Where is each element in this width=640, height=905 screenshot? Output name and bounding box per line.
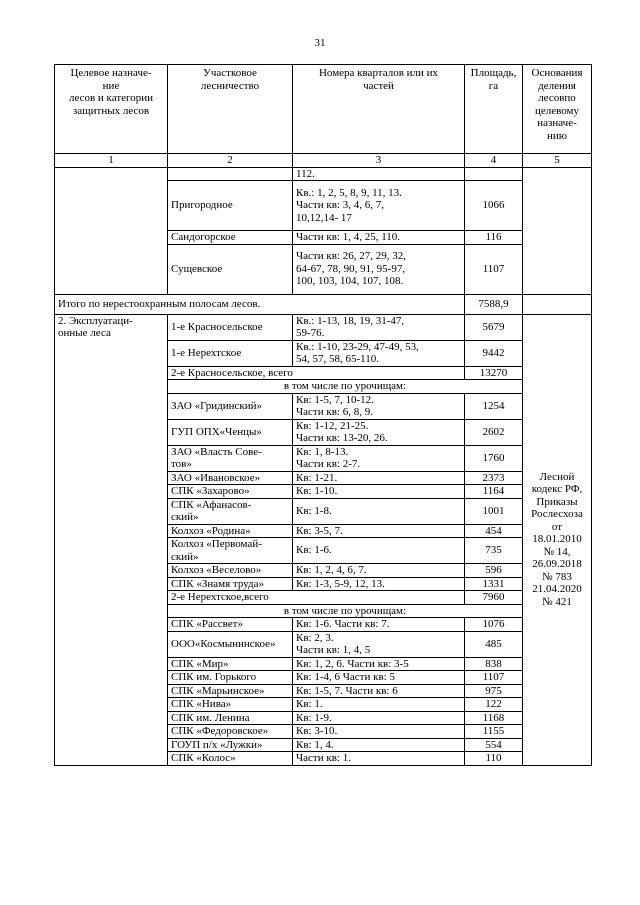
forest-table <box>54 64 592 766</box>
header-cell: Целевое назначе- ние лесов и категории защитных лесов <box>55 65 168 154</box>
subheader-label: в том числе по урочищам: <box>168 604 523 618</box>
area-cell: 1066 <box>465 181 523 231</box>
area-cell: 838 <box>465 657 523 671</box>
district-cell: ГОУП п/х «Лужки» <box>168 738 293 752</box>
district-cell: Пригородное <box>168 181 293 231</box>
header-cell: Участковое лесничество <box>168 65 293 154</box>
column-number: 2 <box>168 154 293 168</box>
kvartaly-cell: Кв: 2, 3. Части кв: 1, 4, 5 <box>293 631 465 657</box>
district-cell: СПК «Захарово» <box>168 485 293 499</box>
kvartaly-cell: Кв: 1, 8-13. Части кв: 2-7. <box>293 445 465 471</box>
district-cell: ГУП ОПХ«Ченцы» <box>168 419 293 445</box>
kvartaly-cell: Кв: 1-4, 6 Части кв: 5 <box>293 671 465 685</box>
area-cell: 5679 <box>465 314 523 340</box>
area-cell: 975 <box>465 684 523 698</box>
kvartaly-cell: Кв: 1, 2, 6. Части кв: 3-5 <box>293 657 465 671</box>
area-cell <box>465 167 523 181</box>
area-cell: 110 <box>465 752 523 766</box>
district-cell: СПК «Рассвет» <box>168 618 293 632</box>
total-label: Итого по нерестоохранным полосам лесов. <box>55 294 465 314</box>
district-cell: СПК «Нива» <box>168 698 293 712</box>
basis-cell: Лесной кодекс РФ, Приказы Рослесхоза от 18.01.2010 № 14, 26.09.2018 № 783 21.04.2020 № 421 <box>523 314 592 765</box>
area-cell: 2373 <box>465 471 523 485</box>
area-cell: 1076 <box>465 618 523 632</box>
district-cell <box>168 167 293 181</box>
header-row <box>55 65 592 154</box>
kvartaly-cell: Кв: 1, 4. <box>293 738 465 752</box>
kvartaly-cell: Части кв: 1. <box>293 752 465 766</box>
kvartaly-cell: Кв: 1-10. <box>293 485 465 499</box>
kvartaly-cell: Кв: 1-6. Части кв: 7. <box>293 618 465 632</box>
area-cell: 1760 <box>465 445 523 471</box>
kvartaly-cell: Кв: 1, 2, 4, 6, 7. <box>293 564 465 578</box>
district-cell: СПК «Мир» <box>168 657 293 671</box>
area-cell: 1107 <box>465 671 523 685</box>
kvartaly-cell: Кв: 1-12, 21-25. Части кв: 13-20, 26. <box>293 419 465 445</box>
area-cell: 1107 <box>465 244 523 294</box>
district-cell: 1-е Нерехтское <box>168 340 293 366</box>
area-cell: 122 <box>465 698 523 712</box>
area-cell: 1254 <box>465 393 523 419</box>
district-cell: СПК «Афанасов- ский» <box>168 498 293 524</box>
district-cell: СПК «Федоровское» <box>168 725 293 739</box>
district-cell: Колхоз «Первомай- ский» <box>168 538 293 564</box>
kvartaly-cell: Кв: 1-3, 5-9, 12, 13. <box>293 577 465 591</box>
basis-cell <box>523 167 592 294</box>
area-cell: 2602 <box>465 419 523 445</box>
district-cell: Колхоз «Родина» <box>168 524 293 538</box>
table-row <box>55 314 592 340</box>
kvartaly-cell: Кв: 1-8. <box>293 498 465 524</box>
basis-cell <box>523 294 592 314</box>
kvartaly-cell: 112. <box>293 167 465 181</box>
group-area: 7960 <box>465 591 523 605</box>
header-cell: Основания деления лесовпо целевому назначе- нию <box>523 65 592 154</box>
kvartaly-cell: Кв: 1-9. <box>293 711 465 725</box>
kvartaly-cell: Кв: 1-21. <box>293 471 465 485</box>
kvartaly-cell: Кв: 1-5, 7. Части кв: 6 <box>293 684 465 698</box>
district-cell: СПК им. Ленина <box>168 711 293 725</box>
group-area: 13270 <box>465 366 523 380</box>
total-row <box>55 294 592 314</box>
subheader-label: в том числе по урочищам: <box>168 380 523 394</box>
district-cell: Сандогорское <box>168 231 293 245</box>
kvartaly-cell: Кв: 3-10. <box>293 725 465 739</box>
district-cell: СПК «Знамя труда» <box>168 577 293 591</box>
kvartaly-cell: Кв.: 1, 2, 5, 8, 9, 11, 13. Части кв: 3, 4, 6, 7, 10,12,14- 17 <box>293 181 465 231</box>
column-number: 1 <box>55 154 168 168</box>
kvartaly-cell: Кв: 1. <box>293 698 465 712</box>
district-cell: 1-е Красносельское <box>168 314 293 340</box>
area-cell: 1331 <box>465 577 523 591</box>
category-cell: 2. Эксплуатаци- онные леса <box>55 314 168 765</box>
area-cell: 596 <box>465 564 523 578</box>
district-cell: СПК им. Горького <box>168 671 293 685</box>
category-cell <box>55 167 168 294</box>
area-cell: 1164 <box>465 485 523 499</box>
column-number: 3 <box>293 154 465 168</box>
area-cell: 116 <box>465 231 523 245</box>
district-cell: Колхоз «Веселово» <box>168 564 293 578</box>
kvartaly-cell: Кв.: 1-10, 23-29, 47-49, 53, 54, 57, 58, 65-110. <box>293 340 465 366</box>
kvartaly-cell: Кв.: 1-13, 18, 19, 31-47, 59-76. <box>293 314 465 340</box>
column-number-row <box>55 154 592 168</box>
column-number: 4 <box>465 154 523 168</box>
area-cell: 485 <box>465 631 523 657</box>
group-label: 2-е Нерехтское,всего <box>168 591 465 605</box>
kvartaly-cell: Кв: 1-5, 7, 10-12. Части кв: 6, 8, 9. <box>293 393 465 419</box>
kvartaly-cell: Части кв: 26, 27, 29, 32, 64-67, 78, 90, 91, 95-97, 100, 103, 104, 107, 108. <box>293 244 465 294</box>
column-number: 5 <box>523 154 592 168</box>
header-cell: Номера кварталов или их частей <box>293 65 465 154</box>
district-cell: ООО«Космынинское» <box>168 631 293 657</box>
area-cell: 454 <box>465 524 523 538</box>
header-cell: Площадь, га <box>465 65 523 154</box>
district-cell: ЗАО «Гридинский» <box>168 393 293 419</box>
table-row <box>55 167 592 181</box>
district-cell: СПК «Марьинское» <box>168 684 293 698</box>
area-cell: 1001 <box>465 498 523 524</box>
area-cell: 9442 <box>465 340 523 366</box>
area-cell: 1155 <box>465 725 523 739</box>
district-cell: ЗАО «Ивановское» <box>168 471 293 485</box>
total-area: 7588,9 <box>465 294 523 314</box>
kvartaly-cell: Кв: 3-5, 7. <box>293 524 465 538</box>
area-cell: 1168 <box>465 711 523 725</box>
group-label: 2-е Красносельское, всего <box>168 366 465 380</box>
district-cell: ЗАО «Власть Сове- тов» <box>168 445 293 471</box>
kvartaly-cell: Кв: 1-6. <box>293 538 465 564</box>
page-number: 31 <box>314 37 326 49</box>
area-cell: 554 <box>465 738 523 752</box>
district-cell: СПК «Колос» <box>168 752 293 766</box>
area-cell: 735 <box>465 538 523 564</box>
kvartaly-cell: Части кв: 1, 4, 25, 110. <box>293 231 465 245</box>
district-cell: Сущевское <box>168 244 293 294</box>
